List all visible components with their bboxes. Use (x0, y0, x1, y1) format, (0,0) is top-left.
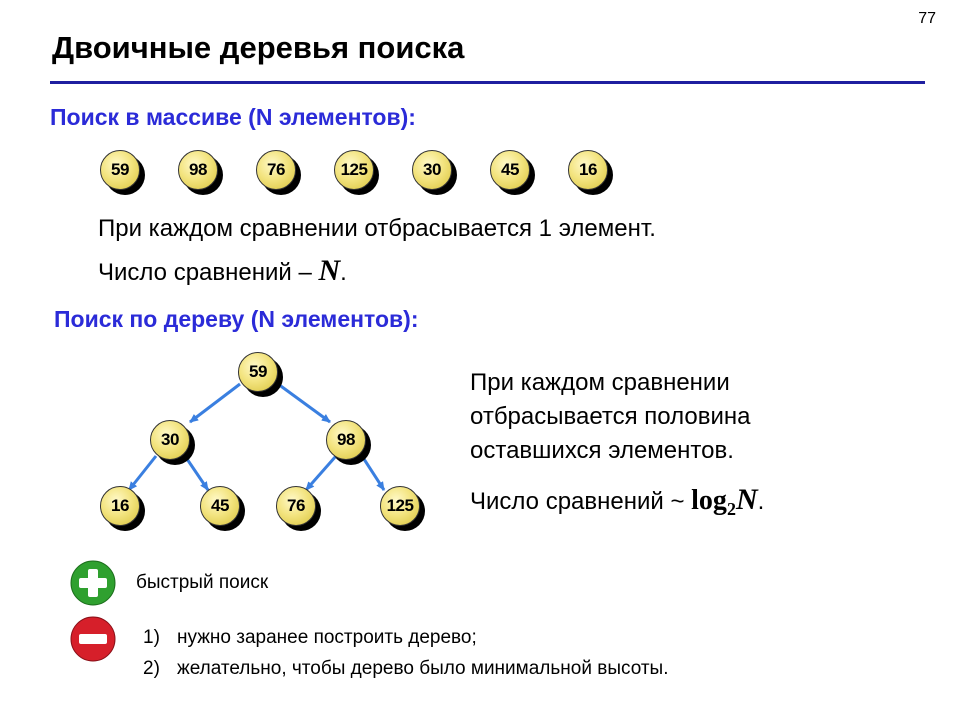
array-node: 45 (490, 150, 530, 190)
tree-search-complexity: Число сравнений ~ $\log_2N$. (470, 483, 765, 519)
array-node: 98 (178, 150, 218, 190)
array-node: 30 (412, 150, 452, 190)
tree-desc-line: отбрасывается половина (470, 403, 751, 430)
minus-icon (70, 616, 116, 662)
tree-node-right-right: 125 (380, 486, 420, 526)
list-item: 2) желательно, чтобы дерево было минимальной высоты. (143, 658, 669, 679)
plus-icon (70, 560, 116, 606)
tree-desc-line: При каждом сравнении (470, 369, 730, 396)
tree-edge (278, 384, 330, 422)
tree-node-left-right: 45 (200, 486, 240, 526)
tree-edge (185, 456, 208, 490)
pros-text: быстрый поиск (136, 572, 269, 593)
array-node: 16 (568, 150, 608, 190)
tree-edge (306, 456, 336, 490)
complexity-variable: N (735, 483, 758, 516)
tree-edge (190, 384, 240, 422)
array-node: 59 (100, 150, 140, 190)
tree-node-right-left: 76 (276, 486, 316, 526)
slide-number: 77 (918, 10, 936, 27)
tree-node-root: 59 (238, 352, 278, 392)
cons-list (143, 622, 668, 684)
tree-edge (129, 456, 156, 490)
page-title: Двоичные деревья поиска (52, 30, 465, 65)
array-node: 76 (256, 150, 296, 190)
complexity-variable: N (318, 254, 341, 287)
tree-desc-line: оставшихся элементов. (470, 437, 734, 464)
array-search-explanation: При каждом сравнении отбрасывается 1 элемент. (98, 215, 656, 242)
log-base: 2 (726, 498, 736, 519)
array-search-complexity: Число сравнений – N. (98, 254, 347, 287)
list-item: 1) нужно заранее построить дерево; (143, 627, 477, 648)
tree-search-heading: Поиск по дереву (N элементов): (54, 306, 419, 332)
array-search-heading: Поиск в массиве (N элементов): (50, 104, 416, 130)
log-function: log (691, 485, 727, 516)
tree-node-left-left: 16 (100, 486, 140, 526)
tree-node-right: 98 (326, 420, 366, 460)
tree-search-explanation (470, 366, 750, 468)
array-node: 125 (334, 150, 374, 190)
tree-edge (362, 456, 384, 490)
tree-node-left: 30 (150, 420, 190, 460)
